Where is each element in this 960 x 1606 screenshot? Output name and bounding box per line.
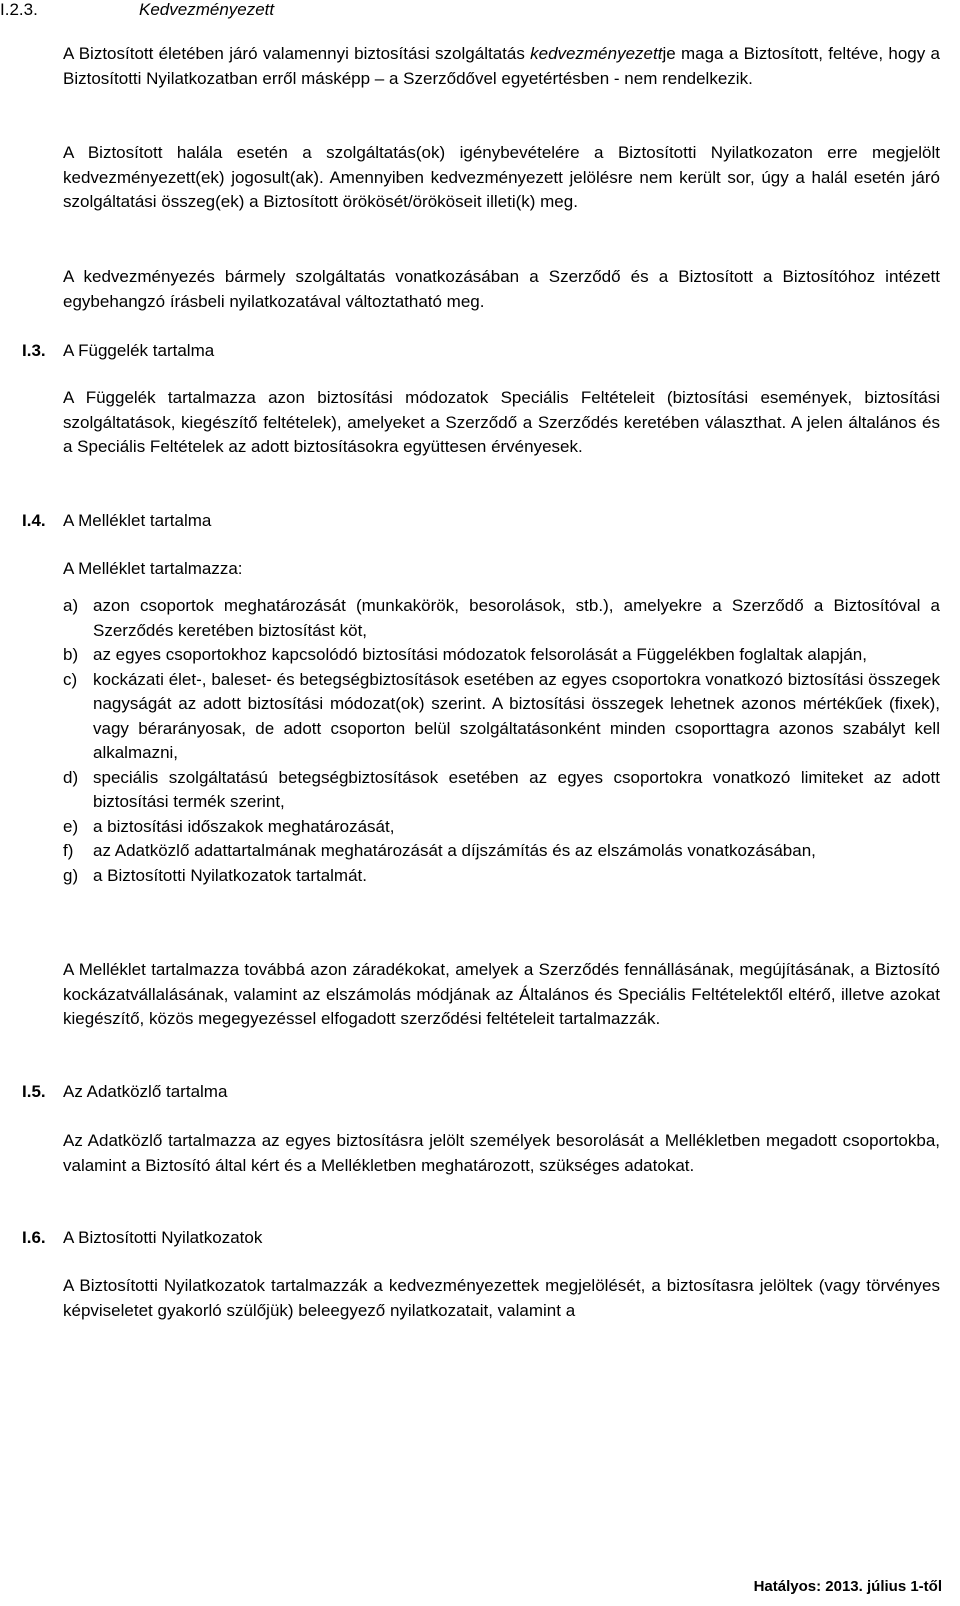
list-item-label: f) (63, 841, 74, 860)
section-number-1-6: I.6. (22, 1228, 46, 1247)
list-item (63, 864, 940, 889)
paragraph-melleklet-intro: A Melléklet tartalmazza: (63, 559, 243, 578)
list-item (63, 815, 940, 840)
list-item-label: e) (63, 816, 79, 836)
list-item-label: g) (63, 865, 79, 885)
list-item-text: a biztosítási időszakok meghatározását, (93, 816, 395, 836)
section-number-1-4: I.4. (22, 511, 46, 530)
list-item-label: c) (63, 669, 78, 689)
section-title-melleklet: A Melléklet tartalma (63, 511, 212, 530)
melleklet-content-list (63, 594, 940, 888)
section-title-adatkozlo: Az Adatközlő tartalma (63, 1082, 228, 1101)
section-number-1-3: I.3. (22, 341, 46, 360)
effective-date-footer: Hatályos: 2013. július 1-től (753, 1578, 942, 1595)
list-item-label: d) (63, 767, 79, 787)
section-title-kedvezmenyezett: Kedvezményezett (139, 0, 275, 19)
list-item (63, 668, 940, 766)
list-item-text: azon csoportok meghatározását (munkakörök, besorolások, stb.), amelyekre a Szerződő a Biztosítóval a Szerződés keretében biztosítást köt, (93, 596, 940, 640)
list-item-label: b) (63, 645, 79, 664)
paragraph-kedvezmenyezett-3: A kedvezményezés bármely szolgáltatás vonatkozásában a Szerződő és a Biztosított a Biztosítóhoz intézett egybehangzó írásbeli nyilatkozatával változtatható meg. (63, 267, 940, 311)
list-item (63, 594, 940, 643)
paragraph-kedvezmenyezett-1: A Biztosított életében járó valamennyi biztosítási szolgáltatás kedvezményezettje maga a Biztosított, feltéve, hogy a Biztosítotti Nyilatkozatban erről másképp – a Szerződővel egyetértésben - nem rendelkezik. (63, 44, 940, 88)
paragraph-biztositotti-nyilatkozatok-1: A Biztosítotti Nyilatkozatok tartalmazzák a kedvezményezettek megjelölését, a biztosítasra jelöltek (vagy törvényes képviseletet gyakorló szülőjük) beleegyező nyilatkozatait, valamint a (63, 1276, 940, 1320)
paragraph-fuggelek-1: A Függelék tartalmazza azon biztosítási módozatok Speciális Feltételeit (biztosítási események, biztosítási szolgáltatások, kiegészítő feltételek), amelyeket a Szerződő a Szerződés keretében választhat. A jelen általános és a Speciális Feltételek az adott biztosításokra együttesen érvényesek. (63, 388, 940, 456)
list-item-text: kockázati élet-, baleset- és betegségbiztosítások esetében az egyes csoportokra vonatkozó biztosítási összegek nagyságát az adott biztosítási módozat(ok) szerint. A biztosítási összegek lehetnek azonos mértékűek (fixek), vagy bérarányosak, de adott csoporton belül szolgáltatásonként minden csoporttagra azonos szabályt kell alkalmazni, (93, 669, 940, 762)
list-item-text: a Biztosítotti Nyilatkozatok tartalmát. (93, 865, 367, 885)
list-item-text: az egyes csoportokhoz kapcsolódó biztosítási módozatok felsorolását a Függelékben foglaltak alapján, (93, 645, 867, 664)
section-number-1-2-3: I.2.3. (0, 0, 38, 19)
list-item (63, 643, 940, 668)
list-item-text: speciális szolgáltatású betegségbiztosítások esetében az egyes csoportokra vonatkozó limiteket az adott biztosítási termék szerint, (93, 767, 940, 811)
section-title-fuggelek: A Függelék tartalma (63, 341, 215, 360)
section-number-1-5: I.5. (22, 1082, 46, 1101)
list-item-text: az Adatközlő adattartalmának meghatározását a díjszámítás és az elszámolás vonatkozásában, (93, 841, 816, 860)
list-item (63, 766, 940, 815)
paragraph-melleklet-2: A Melléklet tartalmazza továbbá azon záradékokat, amelyek a Szerződés fennállásának, megújításának, a Biztosító kockázatvállalásának, valamint az elszámolás módjának az Általános és Speciális Feltételektől eltérő, illetve azokat kiegészítő, közös megegyezéssel elfogadott szerződési feltételeit tartalmazzák. (63, 960, 940, 1028)
section-title-biztositotti-nyilatkozatok: A Biztosítotti Nyilatkozatok (63, 1228, 263, 1247)
paragraph-adatkozlo-1: Az Adatközlő tartalmazza az egyes biztosításra jelölt személyek besorolását a Mellékletben megadott csoportokba, valamint a Biztosító által kért és a Mellékletben meghatározott, szükséges adatokat. (63, 1131, 940, 1175)
list-item (63, 839, 940, 864)
paragraph-kedvezmenyezett-2: A Biztosított halála esetén a szolgáltatás(ok) igénybevételére a Biztosítotti Nyilatkozaton erre megjelölt kedvezményezett(ek) jogosult(ak). Amennyiben kedvezményezett jelölésre nem került sor, úgy a halál esetén járó szolgáltatási összeg(ek) a Biztosított örökösét/örököseit illeti(k) meg. (63, 143, 940, 211)
list-item-label: a) (63, 596, 79, 615)
emphasis-kedvezmenyezett: kedvezményezett (530, 44, 663, 63)
